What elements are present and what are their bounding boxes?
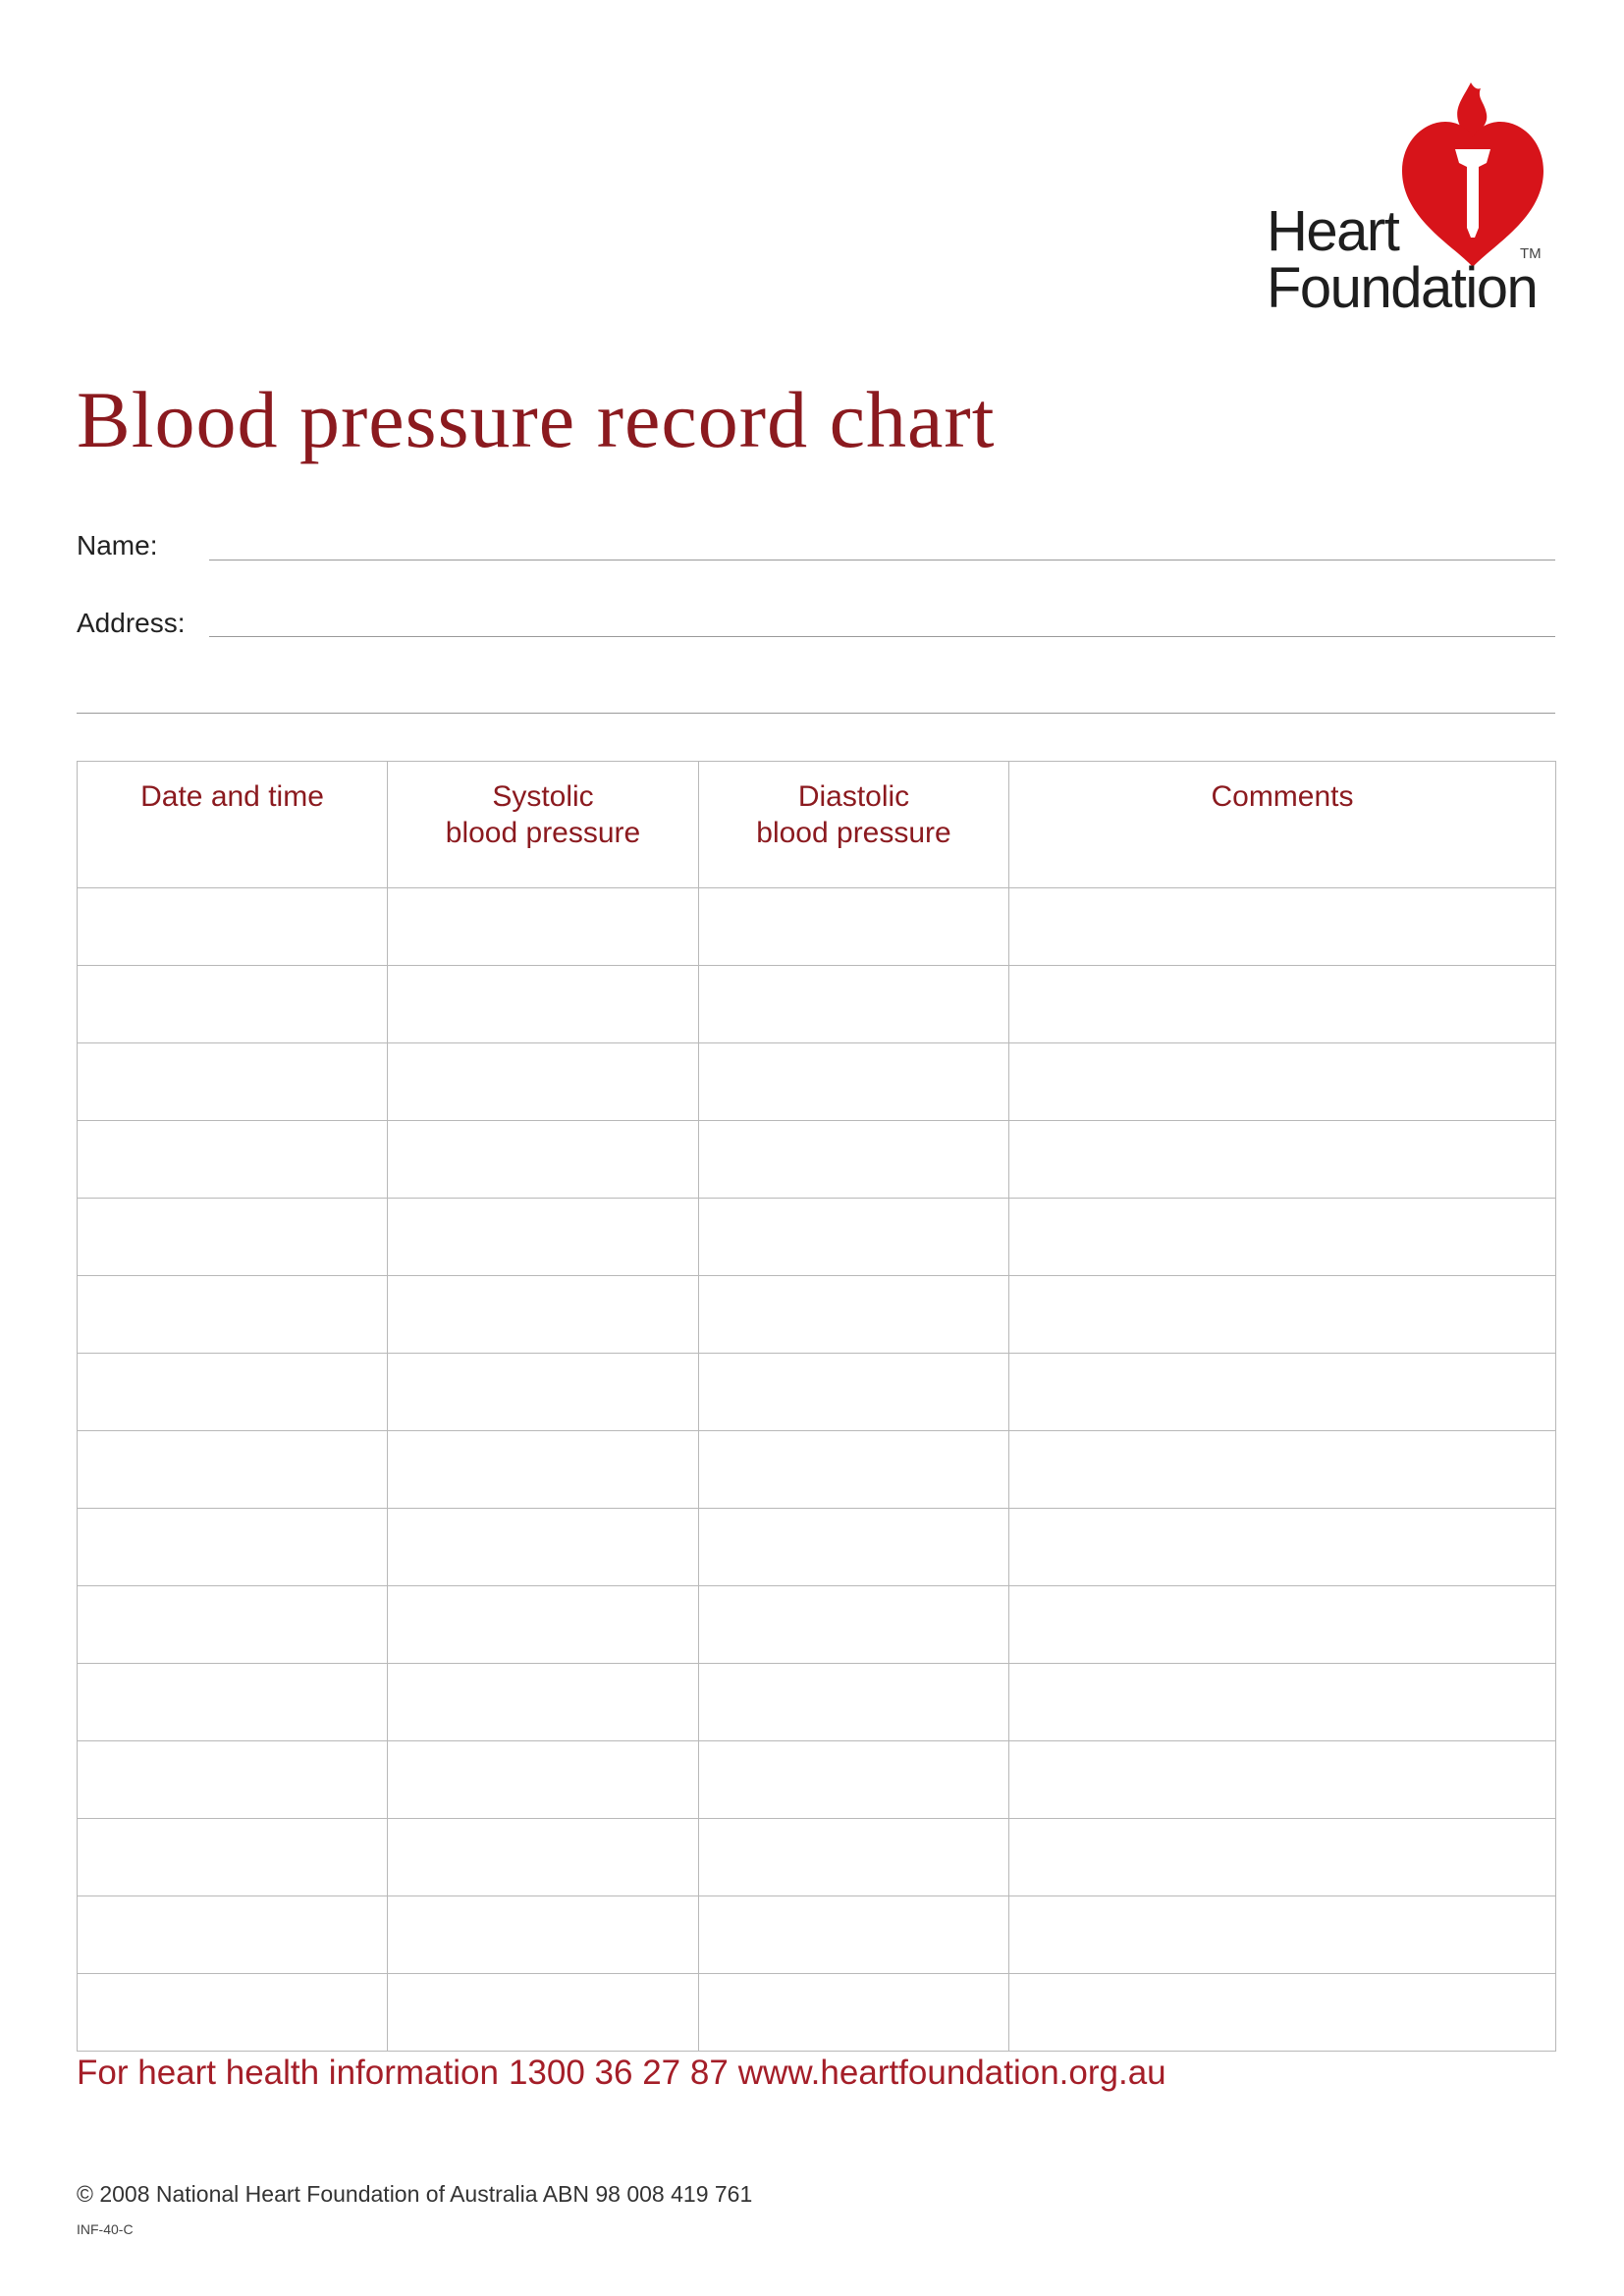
- table-row: [78, 888, 1556, 966]
- header-diastolic-line2: blood pressure: [756, 817, 951, 849]
- document-code: INF-40-C: [77, 2221, 134, 2237]
- header-systolic-line1: Systolic: [492, 780, 594, 813]
- table-row: [78, 1664, 1556, 1741]
- cell-date-time[interactable]: [78, 888, 388, 966]
- cell-date-time[interactable]: [78, 1896, 388, 1974]
- table-row: [78, 1276, 1556, 1354]
- table-row: [78, 1121, 1556, 1199]
- cell-date-time[interactable]: [78, 1354, 388, 1431]
- cell-diastolic[interactable]: [699, 1509, 1009, 1586]
- cell-diastolic[interactable]: [699, 1896, 1009, 1974]
- cell-date-time[interactable]: [78, 966, 388, 1043]
- table-header-row: [78, 762, 1556, 888]
- cell-diastolic[interactable]: [699, 888, 1009, 966]
- cell-systolic[interactable]: [388, 1431, 699, 1509]
- cell-systolic[interactable]: [388, 1974, 699, 2052]
- header-date-time-line1: Date and time: [140, 780, 324, 813]
- cell-diastolic[interactable]: [699, 1276, 1009, 1354]
- address-label: Address:: [77, 608, 186, 638]
- cell-comments[interactable]: [1009, 1664, 1556, 1741]
- cell-systolic[interactable]: [388, 1199, 699, 1276]
- cell-comments[interactable]: [1009, 1509, 1556, 1586]
- cell-date-time[interactable]: [78, 1199, 388, 1276]
- logo-text-heart: Heart: [1267, 199, 1399, 263]
- cell-date-time[interactable]: [78, 1121, 388, 1199]
- cell-systolic[interactable]: [388, 1043, 699, 1121]
- table-row: [78, 1586, 1556, 1664]
- table-row: [78, 966, 1556, 1043]
- cell-date-time[interactable]: [78, 1664, 388, 1741]
- cell-diastolic[interactable]: [699, 1354, 1009, 1431]
- footer-phone[interactable]: 1300 36 27 87: [508, 2054, 729, 2092]
- cell-comments[interactable]: [1009, 966, 1556, 1043]
- header-date-time: [78, 762, 388, 888]
- header-comments-line1: Comments: [1211, 780, 1354, 813]
- cell-comments[interactable]: [1009, 1819, 1556, 1896]
- table-row: [78, 1974, 1556, 2052]
- cell-date-time[interactable]: [78, 1043, 388, 1121]
- cell-date-time[interactable]: [78, 1509, 388, 1586]
- cell-comments[interactable]: [1009, 1586, 1556, 1664]
- cell-comments[interactable]: [1009, 1974, 1556, 2052]
- address-field-line-2[interactable]: [77, 713, 1555, 714]
- cell-diastolic[interactable]: [699, 1043, 1009, 1121]
- cell-systolic[interactable]: [388, 1354, 699, 1431]
- cell-comments[interactable]: [1009, 1199, 1556, 1276]
- cell-diastolic[interactable]: [699, 1586, 1009, 1664]
- cell-date-time[interactable]: [78, 1974, 388, 2052]
- cell-systolic[interactable]: [388, 966, 699, 1043]
- cell-systolic[interactable]: [388, 1509, 699, 1586]
- cell-diastolic[interactable]: [699, 1819, 1009, 1896]
- cell-comments[interactable]: [1009, 1354, 1556, 1431]
- cell-systolic[interactable]: [388, 1819, 699, 1896]
- cell-systolic[interactable]: [388, 1741, 699, 1819]
- cell-comments[interactable]: [1009, 888, 1556, 966]
- copyright-notice: © 2008 National Heart Foundation of Australia ABN 98 008 419 761: [77, 2181, 753, 2207]
- cell-diastolic[interactable]: [699, 1974, 1009, 2052]
- heart-foundation-logo: [1267, 80, 1561, 321]
- trademark-symbol: TM: [1520, 245, 1542, 262]
- cell-date-time[interactable]: [78, 1276, 388, 1354]
- footer-website-link[interactable]: www.heartfoundation.org.au: [737, 2054, 1166, 2092]
- table-row: [78, 1896, 1556, 1974]
- cell-date-time[interactable]: [78, 1741, 388, 1819]
- table-row: [78, 1509, 1556, 1586]
- cell-systolic[interactable]: [388, 1276, 699, 1354]
- header-diastolic: [699, 762, 1009, 888]
- header-systolic: [388, 762, 699, 888]
- cell-date-time[interactable]: [78, 1431, 388, 1509]
- address-field-line-1[interactable]: [209, 636, 1555, 637]
- cell-systolic[interactable]: [388, 1586, 699, 1664]
- cell-date-time[interactable]: [78, 1819, 388, 1896]
- logo-text-foundation: Foundation: [1267, 256, 1538, 320]
- footer-contact-info: [77, 2054, 1176, 2093]
- footer-info-text: For heart health information: [77, 2054, 499, 2092]
- cell-systolic[interactable]: [388, 1664, 699, 1741]
- cell-date-time[interactable]: [78, 1586, 388, 1664]
- cell-comments[interactable]: [1009, 1043, 1556, 1121]
- name-field[interactable]: [209, 560, 1555, 561]
- table-row: [78, 1043, 1556, 1121]
- header-diastolic-line1: Diastolic: [797, 780, 910, 813]
- table-row: [78, 1741, 1556, 1819]
- page-title: Blood pressure record chart: [77, 375, 996, 464]
- table-row: [78, 1431, 1556, 1509]
- cell-comments[interactable]: [1009, 1741, 1556, 1819]
- cell-diastolic[interactable]: [699, 1121, 1009, 1199]
- cell-comments[interactable]: [1009, 1896, 1556, 1974]
- name-label: Name:: [77, 530, 158, 561]
- table-body: [78, 888, 1556, 2052]
- cell-diastolic[interactable]: [699, 1199, 1009, 1276]
- blood-pressure-table: [77, 761, 1556, 2052]
- header-comments: [1009, 762, 1556, 888]
- table-row: [78, 1354, 1556, 1431]
- header-systolic-line2: blood pressure: [445, 817, 641, 849]
- cell-diastolic[interactable]: [699, 966, 1009, 1043]
- cell-systolic[interactable]: [388, 1896, 699, 1974]
- cell-diastolic[interactable]: [699, 1741, 1009, 1819]
- cell-comments[interactable]: [1009, 1276, 1556, 1354]
- cell-diastolic[interactable]: [699, 1431, 1009, 1509]
- cell-diastolic[interactable]: [699, 1664, 1009, 1741]
- cell-comments[interactable]: [1009, 1121, 1556, 1199]
- table-row: [78, 1819, 1556, 1896]
- cell-systolic[interactable]: [388, 888, 699, 966]
- cell-comments[interactable]: [1009, 1431, 1556, 1509]
- table-row: [78, 1199, 1556, 1276]
- cell-systolic[interactable]: [388, 1121, 699, 1199]
